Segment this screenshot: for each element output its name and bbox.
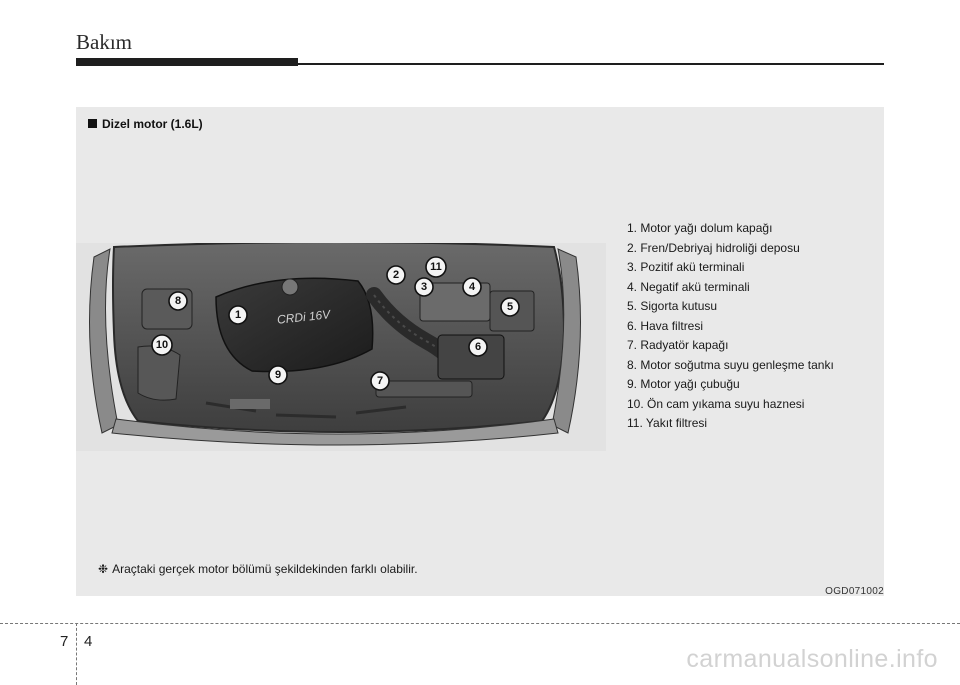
callout-8 xyxy=(169,292,187,310)
list-item: 5. Sigorta kutusu xyxy=(627,299,718,313)
chapter-number: 7 xyxy=(60,633,69,650)
svg-text:7: 7 xyxy=(376,375,384,387)
footer-rule xyxy=(0,623,960,624)
list-item: 8. Motor soğutma suyu genleşme tankı xyxy=(627,357,834,372)
list-item: 9. Motor yağı çubuğu xyxy=(627,377,740,391)
callout-10 xyxy=(152,335,172,355)
list-item: 10. Ön cam yıkama suyu haznesi xyxy=(627,396,805,411)
svg-text:6: 6 xyxy=(474,341,482,353)
svg-text:5: 5 xyxy=(506,301,514,313)
svg-text:3: 3 xyxy=(420,281,428,293)
callout-7 xyxy=(371,372,389,390)
list-item: 3. Pozitif akü terminali xyxy=(627,260,745,274)
callout-4 xyxy=(463,278,481,296)
parts-list xyxy=(627,219,834,434)
watermark: carmanualsonline.info xyxy=(686,645,938,673)
figure-code: OGD071002 xyxy=(825,586,884,597)
square-bullet-icon xyxy=(88,119,97,128)
svg-text:8: 8 xyxy=(174,295,182,307)
figure-heading: Dizel motor (1.6L) xyxy=(88,117,203,131)
list-item: 7. Radyatör kapağı xyxy=(627,338,729,352)
header-bar xyxy=(76,58,298,66)
list-item: 4. Negatif akü terminali xyxy=(627,279,750,294)
list-item: 1. Motor yağı dolum kapağı xyxy=(627,221,773,235)
footnote-mark-icon: ❉ xyxy=(98,562,109,576)
callout-6 xyxy=(469,338,487,356)
footnote: ❉ Araçtaki gerçek motor bölümü şekildekinden farklı olabilir. xyxy=(98,562,418,576)
engine-bay-illustration xyxy=(76,243,606,451)
callout-3 xyxy=(415,278,433,296)
svg-text:9: 9 xyxy=(274,369,282,381)
page-number: 4 xyxy=(84,633,93,650)
svg-text:10: 10 xyxy=(155,339,169,351)
svg-text:1: 1 xyxy=(234,309,242,321)
section-title: Bakım xyxy=(76,30,132,54)
engine-cover-label: CRDi 16V xyxy=(276,307,331,327)
callout-5 xyxy=(501,298,519,316)
callout-9 xyxy=(269,366,287,384)
svg-text:4: 4 xyxy=(468,281,476,293)
list-item: 6. Hava filtresi xyxy=(627,318,704,333)
callout-2 xyxy=(387,266,405,284)
svg-text:11: 11 xyxy=(430,261,442,273)
svg-text:2: 2 xyxy=(392,269,400,281)
callout-1 xyxy=(229,306,247,324)
list-item: 11. Yakıt filtresi xyxy=(627,416,708,430)
header-rule xyxy=(298,63,884,65)
list-item: 2. Fren/Debriyaj hidroliği deposu xyxy=(627,240,800,255)
callout-11 xyxy=(426,257,446,277)
page-divider xyxy=(76,623,77,685)
figure-panel xyxy=(76,107,884,596)
